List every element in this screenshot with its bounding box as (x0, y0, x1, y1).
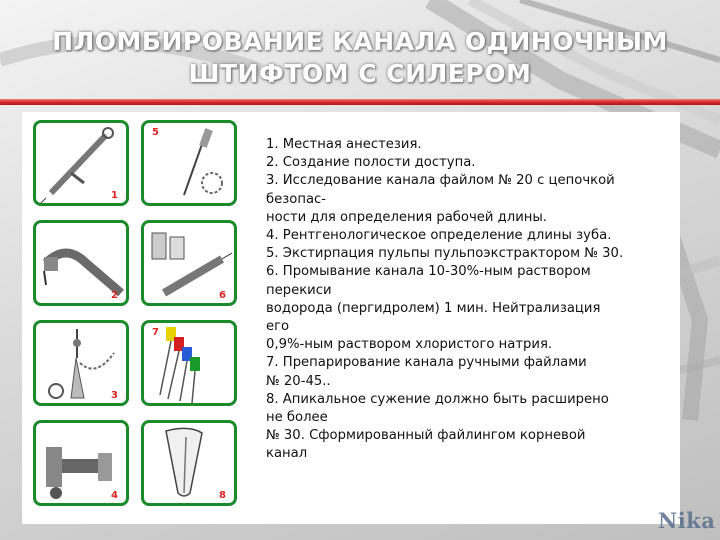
procedure-steps (266, 136, 666, 464)
step-line: его (266, 319, 290, 335)
nika-logo: Nika (658, 508, 716, 533)
step-line: № 20-45.. (266, 373, 331, 389)
figure-cell-3 (33, 320, 129, 406)
instruments-figure (29, 118, 241, 518)
step-line: 5. Экстирпация пульпы пульпоэкстрактором № 30. (266, 246, 624, 262)
step-line: канал (266, 446, 308, 462)
step-line: 2. Создание полости доступа. (266, 155, 476, 171)
figure-number: 3 (111, 390, 118, 401)
step-line: 4. Рентгенологическое определение длины зуба. (266, 228, 612, 244)
step-line: ности для определения рабочей длины. (266, 209, 547, 225)
figure-cell-4 (33, 420, 129, 506)
step-line: 3. Исследование канала файлом № 20 с цепочкой (266, 173, 615, 189)
figure-cell-2 (33, 220, 129, 306)
figure-number: 5 (152, 127, 159, 138)
figure-cell-8 (141, 420, 237, 506)
figure-number: 1 (111, 190, 118, 201)
step-line: безопас- (266, 191, 327, 207)
step-line: 6. Промывание канала 10-30%-ным раствором (266, 264, 591, 280)
step-line: 1. Местная анестезия. (266, 137, 422, 152)
figure-cell-6 (141, 220, 237, 306)
step-line: 0,9%-ным раствором хлористого натрия. (266, 337, 553, 353)
figure-cell-7 (141, 320, 237, 406)
step-line: 7. Препарирование канала ручными файлами (266, 355, 587, 371)
figure-cell-5 (141, 120, 237, 206)
figure-number: 6 (219, 290, 226, 301)
figure-number: 4 (111, 490, 118, 501)
step-line: не более (266, 410, 328, 426)
figure-number: 7 (152, 327, 159, 338)
figure-number: 2 (111, 290, 118, 301)
step-line: 8. Апикальное сужение должно быть расширено (266, 391, 609, 407)
step-line: перекиси (266, 282, 332, 298)
title-line-2: ШТИФТОМ С СИЛЕРОМ (188, 59, 532, 88)
step-line: водорода (пергидролем) 1 мин. Нейтрализация (266, 300, 601, 316)
slide-title (40, 26, 680, 90)
figure-cell-1 (33, 120, 129, 206)
accent-bar (0, 99, 720, 105)
title-line-1: ПЛОМБИРОВАНИЕ КАНАЛА ОДИНОЧНЫМ (52, 27, 668, 56)
figure-number: 8 (219, 490, 226, 501)
step-line: № 30. Сформированный файлингом корневой (266, 428, 586, 444)
